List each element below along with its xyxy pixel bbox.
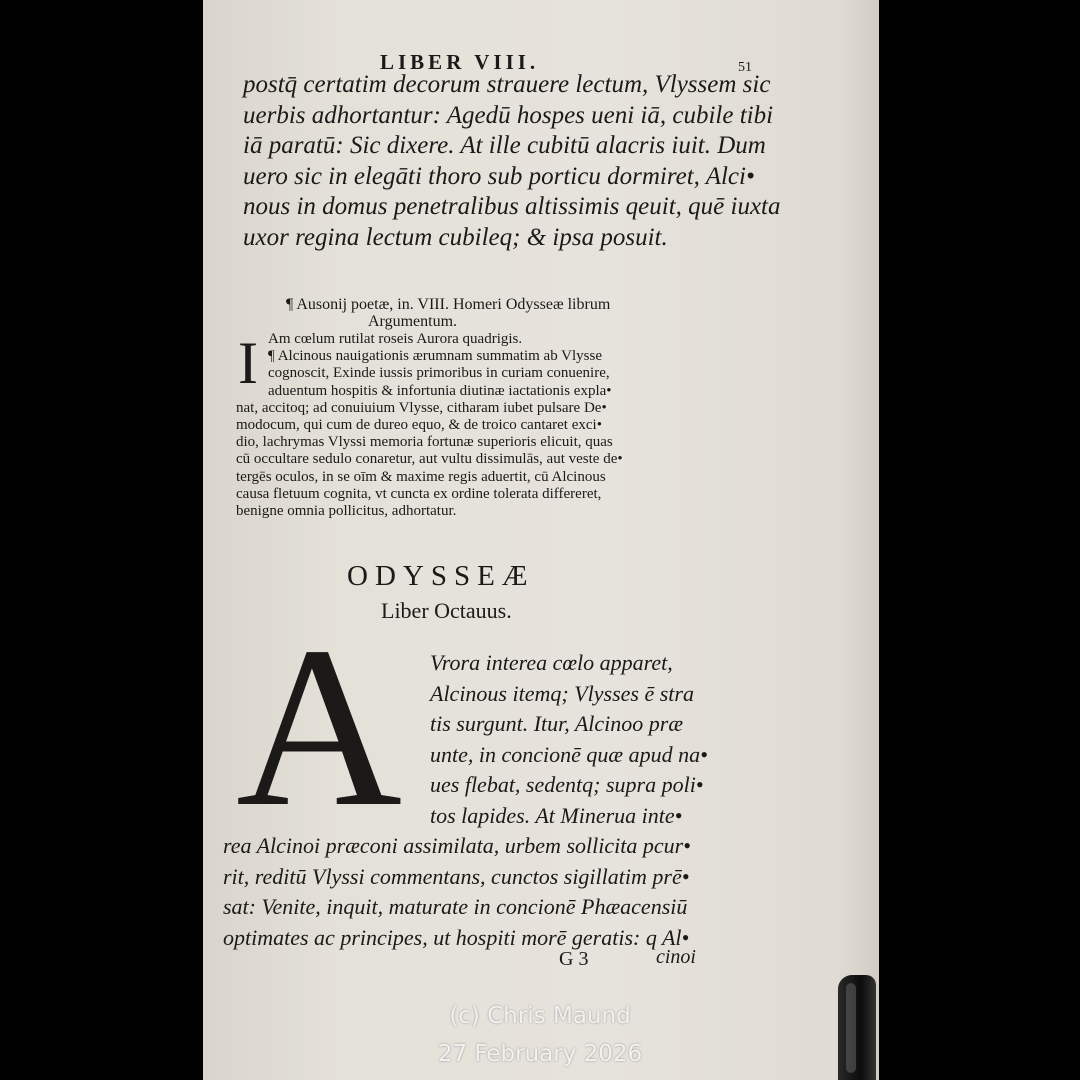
body-line: unte, in concionē quæ apud na• xyxy=(430,741,708,767)
argument-line: ¶ Alcinous nauigationis ærumnam summatim ab Vlysse xyxy=(268,348,602,365)
argument-line: Am cœlum rutilat roseis Aurora quadrigis. xyxy=(268,331,523,347)
signature-mark: G 3 xyxy=(559,948,589,970)
catchword: cinoi xyxy=(656,946,696,968)
body-line: tos lapides. At Minerua inte• xyxy=(430,802,683,828)
argument-line: cū occultare sedulo conaretur, aut vultu dissimulās, aut veste de• xyxy=(236,451,623,468)
body-line: Vrora interea cœlo apparet, xyxy=(430,650,673,675)
argument-block xyxy=(236,331,736,520)
body-line: tis surgunt. Itur, Alcinoo præ xyxy=(430,711,684,736)
upper-text-block xyxy=(243,70,781,253)
watermark-date: 27 February 2026 xyxy=(437,1041,643,1067)
argument-line: tergēs oculos, in se oīm & maxime regis aduertit, cū Alcinous xyxy=(236,468,606,485)
argument-heading-line: ¶ Ausonij poetæ, in. VIII. Homeri Odysseæ librum xyxy=(286,296,611,313)
argument-drop-initial: I xyxy=(238,330,258,396)
argument-line: modocum, qui cum de dureo equo, & de troico cantaret exci• xyxy=(236,417,602,434)
folio-number: 51 xyxy=(738,60,752,75)
watermark-copyright: (c) Chris Maund xyxy=(449,1003,631,1029)
argument-line: causa fletuum cognita, vt cuncta ex ordine tolerata differeret, xyxy=(236,485,602,502)
argument-line: dio, lachrymas Vlyssi memoria fortunæ superioris elicuit, quas xyxy=(236,434,613,451)
running-head: LIBER VIII. xyxy=(380,50,540,74)
book-title: ODYSSEÆ xyxy=(347,560,535,592)
body-line: rit, reditū Vlyssi commentans, cunctos sigillatim prē• xyxy=(223,863,690,889)
argument-line: nat, accitoq; ad conuiuium Vlysse, citharam iubet pulsare De• xyxy=(236,399,607,416)
body-line: sat: Venite, inquit, maturate in concionē Phæacensiū xyxy=(223,894,688,919)
argument-line: cognoscit, Exinde iussis primoribus in curiam conuenire, xyxy=(268,365,610,382)
body-text-block xyxy=(223,648,743,953)
argument-line: aduentum hospitis & infortunia diutinæ iactationis expla• xyxy=(268,382,612,399)
body-line: Alcinous itemq; Vlysses ē stra xyxy=(430,680,694,706)
argument-heading xyxy=(286,296,610,330)
text-line: uero sic in elegāti thoro sub porticu dormiret, Alci• xyxy=(243,162,755,190)
body-drop-initial: A xyxy=(236,599,403,854)
text-line: nous in domus penetralibus altissimis qeuit, quē iuxta xyxy=(243,193,781,220)
text-line: uerbis adhortantur: Agedū hospes ueni iā, cubile tibi xyxy=(243,101,774,129)
body-line: optimates ac principes, ut hospiti morē geratis: q Al• xyxy=(223,924,690,950)
argument-line: benigne omnia pollicitus, adhortatur. xyxy=(236,503,457,520)
argument-heading-line: Argumentum. xyxy=(368,313,458,330)
text-line: iā paratū: Sic dixere. At ille cubitū alacris iuit. Dum xyxy=(243,132,766,159)
book-subtitle: Liber Octauus. xyxy=(381,598,512,623)
text-line: postq̄ certatim decorum strauere lectum, Vlyssem sic xyxy=(243,71,771,98)
body-line: rea Alcinoi præconi assimilata, urbem sollicita pcur• xyxy=(223,833,691,858)
text-line: uxor regina lectum cubileq; & ipsa posuit. xyxy=(243,223,668,251)
body-line: ues flebat, sedentq; supra poli• xyxy=(430,772,704,797)
